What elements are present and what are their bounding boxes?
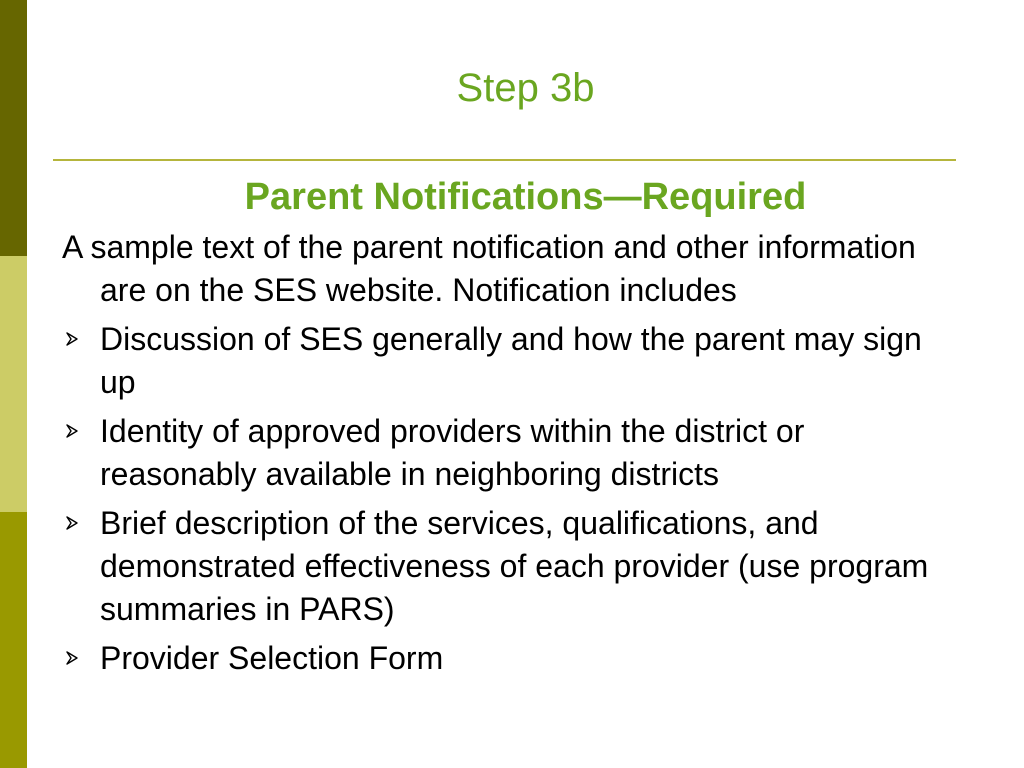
left-stripe-top bbox=[0, 0, 27, 256]
list-item bbox=[62, 502, 962, 631]
arrowhead-bullet-icon bbox=[64, 331, 80, 347]
arrowhead-bullet-icon bbox=[64, 650, 80, 666]
arrowhead-bullet-icon bbox=[64, 515, 80, 531]
slide-title: Step 3b bbox=[456, 66, 595, 110]
bullet-list bbox=[62, 318, 962, 680]
list-item-text: Discussion of SES generally and how the parent may sign up bbox=[100, 321, 922, 400]
list-item-text: Identity of approved providers within the district or reasonably available in neighboring districts bbox=[100, 413, 805, 492]
arrowhead-bullet-icon bbox=[64, 423, 80, 439]
list-item-text: Provider Selection Form bbox=[100, 640, 444, 676]
list-item bbox=[62, 637, 962, 680]
left-stripe-bottom bbox=[0, 512, 27, 768]
list-item bbox=[62, 410, 962, 496]
list-item bbox=[62, 318, 962, 404]
slide-subtitle: Parent Notifications—Required bbox=[244, 176, 807, 218]
list-item-text: Brief description of the services, qualifications, and demonstrated effectiveness of each provider (use program summaries in PARS) bbox=[100, 505, 929, 627]
left-stripe-middle bbox=[0, 256, 27, 512]
title-divider bbox=[53, 159, 956, 161]
slide-body bbox=[62, 226, 962, 686]
intro-paragraph: A sample text of the parent notification and other information are on the SES website. Notification includes bbox=[62, 229, 916, 308]
